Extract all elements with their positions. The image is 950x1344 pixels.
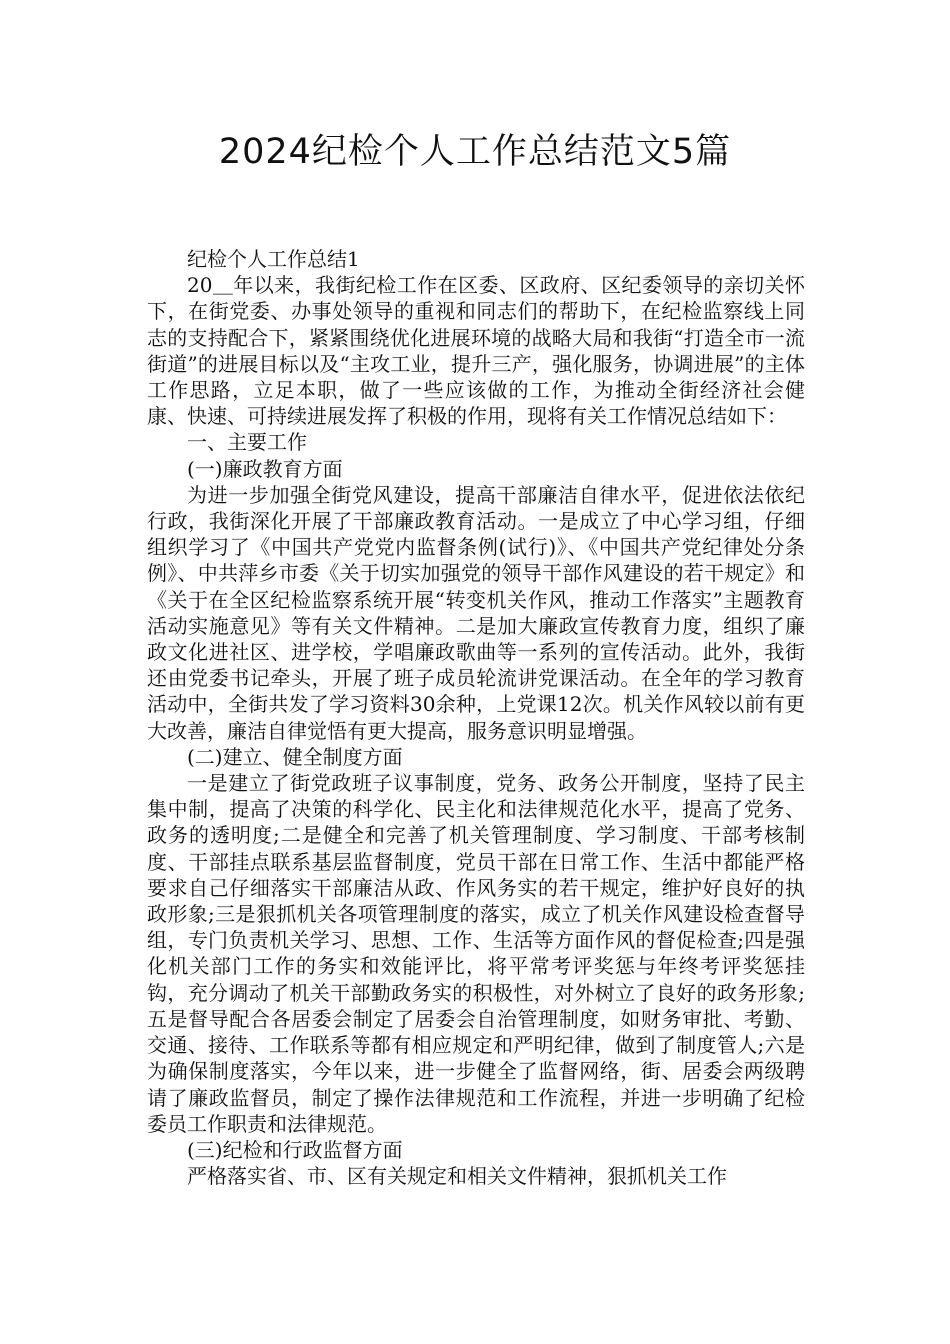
body-paragraph: 为进一步加强全街党风建设，提高干部廉洁自律水平，促进依法依纪行政，我街深化开展了干部廉政教育活动。一是成立了中心学习组，仔细组织学习了《中国共产党党内监督条例(试行)》、《中国共产党纪律处分条例》、中共萍乡市委《关于切实加强党的领导干部作风建设的若干规定》和《关于在全区纪检监察系统开展“转变机关作风，推动工作落实”主题教育活动实施意见》等有关文件精神。二是加大廉政宣传教育力度，组织了廉政文化进社区、进学校，学唱廉政歌曲等一系列的宣传活动。此外，我街还由党委书记牵头，开展了班子成员轮流讲党课活动。在全年的学习教育活动中，全街共发了学习资料30余种，上党课12次。机关作风较以前有更大改善，廉洁自律觉悟有更大提高，服务意识明显增强。 [147, 482, 805, 743]
section-heading: 一、主要工作 [187, 430, 307, 455]
document-body [147, 246, 805, 1189]
subsection-heading: (一)廉政教育方面 [187, 456, 343, 481]
section-heading: 纪检个人工作总结1 [187, 247, 360, 271]
body-paragraph: 20＿年以来，我街纪检工作在区委、区政府、区纪委领导的亲切关怀下，在街党委、办事处领导的重视和同志们的帮助下，在纪检监察线上同志的支持配合下，紧紧围绕优化进展环境的战略大局和我街“打造全市一流街道”的进展目标以及“主攻工业，提升三产，强化服务，协调进展”的主体工作思路，立足本职，做了一些应该做的工作，为推动全街经济社会健康、快速、可持续进展发挥了积极的作用，现将有关工作情况总结如下： [147, 273, 805, 429]
body-paragraph: 严格落实省、市、区有关规定和相关文件精神，狠抓机关工作 [187, 1164, 727, 1189]
subsection-heading: (二)建立、健全制度方面 [187, 744, 403, 769]
subsection-heading: (三)纪检和行政监督方面 [187, 1137, 403, 1162]
document-title: 2024纪检个人工作总结范文5篇 [218, 132, 732, 172]
body-paragraph: 一是建立了街党政班子议事制度，党务、政务公开制度，坚持了民主集中制，提高了决策的科学化、民主化和法律规范化水平，提高了党务、政务的透明度;二是健全和完善了机关管理制度、学习制度、干部考核制度、干部挂点联系基层监督制度，党员干部在日常工作、生活中都能严格要求自己仔细落实干部廉洁从政、作风务实的若干规定，维护好良好的执政形象;三是狠抓机关各项管理制度的落实，成立了机关作风建设检查督导组，专门负责机关学习、思想、工作、生活等方面作风的督促检查;四是强化机关部门工作的务实和效能评比，将平常考评奖惩与年终考评奖惩挂钩，充分调动了机关干部勤政务实的积极性，对外树立了良好的政务形象;五是督导配合各居委会制定了居委会自治管理制度，如财务审批、考勤、交通、接待、工作联系等都有相应规定和严明纪律，做到了制度管人;六是为确保制度落实，今年以来，进一步健全了监督网络，街、居委会两级聘请了廉政监督员，制定了操作法律规范和工作流程，并进一步明确了纪检委员工作职责和法律规范。 [147, 771, 805, 1136]
